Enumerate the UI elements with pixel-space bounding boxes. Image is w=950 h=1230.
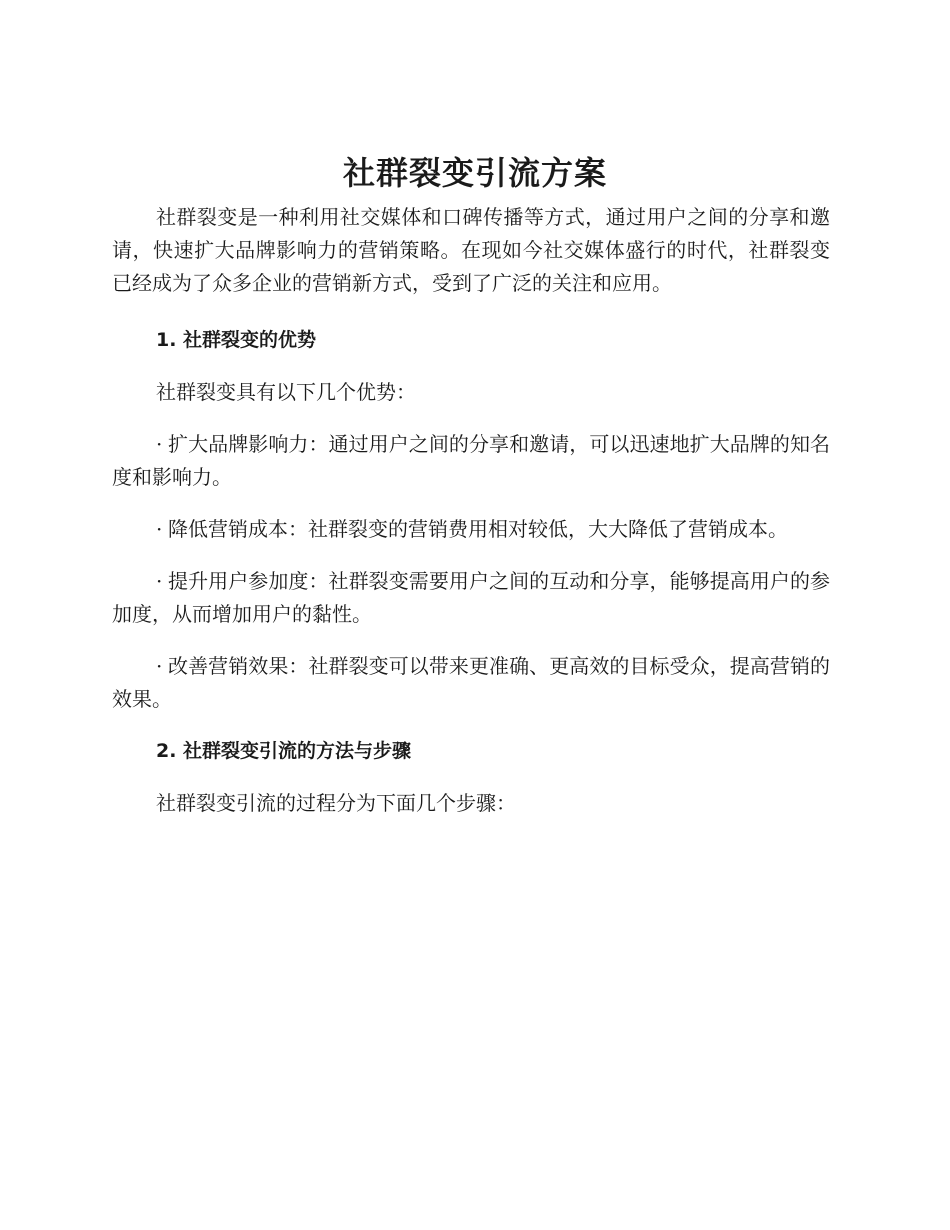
section-heading-advantages: 1. 社群裂变的优势 — [156, 329, 317, 351]
bullet-text: 改善营销效果：社群裂变可以带来更准确、更高效的目标受众，提高营销的效果。 — [112, 654, 830, 711]
bullet-dot: · — [156, 432, 163, 456]
bullet-dot: · — [156, 517, 163, 541]
bullet-lower-cost — [112, 513, 830, 546]
bullet-dot: · — [156, 569, 163, 593]
methods-lead: 社群裂变引流的过程分为下面几个步骤： — [156, 791, 516, 815]
advantages-lead: 社群裂变具有以下几个优势： — [156, 380, 416, 404]
bullet-text: 扩大品牌影响力：通过用户之间的分享和邀请，可以迅速地扩大品牌的知名度和影响力。 — [112, 432, 830, 489]
bullet-brand-influence — [112, 428, 830, 494]
intro-paragraph: 社群裂变是一种利用社交媒体和口碑传播等方式，通过用户之间的分享和邀请，快速扩大品牌影响力的营销策略。在现如今社交媒体盛行的时代，社群裂变已经成为了众多企业的营销新方式，受到了广泛的关注和应用。 — [112, 205, 830, 295]
document-title: 社群裂变引流方案 — [342, 154, 607, 192]
bullet-dot: · — [156, 654, 163, 678]
bullet-text: 提升用户参加度：社群裂变需要用户之间的互动和分享，能够提高用户的参加度，从而增加用户的黏性。 — [112, 569, 830, 626]
bullet-user-participation — [112, 565, 830, 631]
section-heading-methods: 2. 社群裂变引流的方法与步骤 — [156, 740, 412, 762]
bullet-text: 降低营销成本：社群裂变的营销费用相对较低，大大降低了营销成本。 — [168, 517, 788, 541]
bullet-marketing-effect — [112, 650, 830, 716]
document-body — [112, 201, 830, 820]
